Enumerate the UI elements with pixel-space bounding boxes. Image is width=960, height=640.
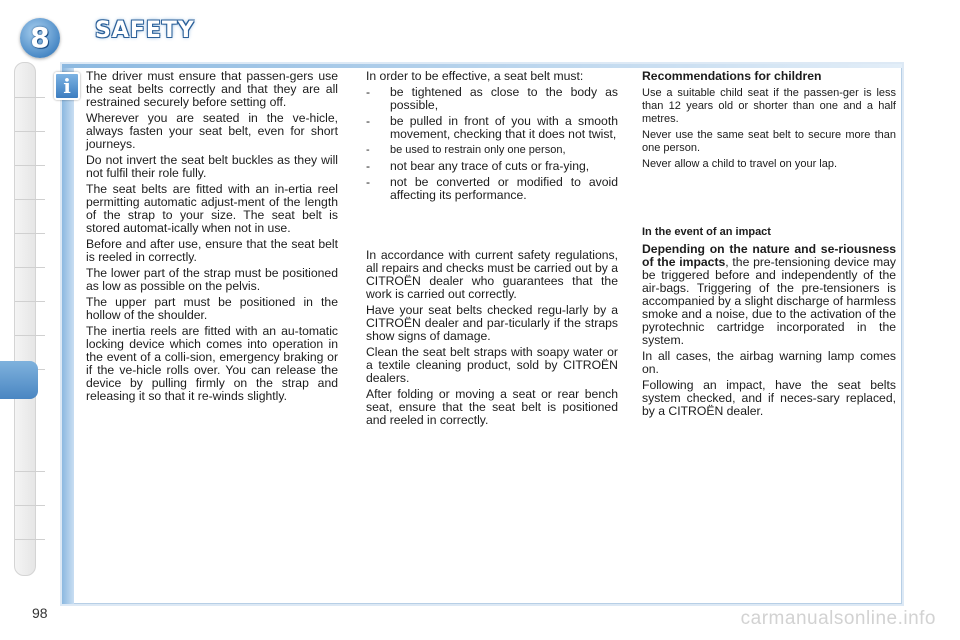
paragraph: Following an impact, have the seat belts system checked, and if neces-sary replaced, by a CITROËN dealer. bbox=[642, 378, 896, 418]
chapter-tab-strip bbox=[14, 62, 36, 576]
panel-left-bar bbox=[62, 64, 74, 604]
children-heading: Recommendations for children bbox=[642, 69, 822, 83]
list-item bbox=[366, 176, 618, 202]
tab-divider bbox=[15, 233, 45, 234]
tab-divider bbox=[15, 199, 45, 200]
paragraph: The inertia reels are fitted with an au-tomatic locking device which comes into operation in the event of a colli-sion, emergency braking or if the ve-hicle rolls over. You can release the device by pulling firmly on the strap and releasing it so that it re-winds slightly. bbox=[86, 324, 338, 403]
column-children-and-impact bbox=[642, 70, 896, 421]
column-seat-belt-usage bbox=[86, 70, 338, 406]
list-item-text: not be converted or modified to avoid affecting its performance. bbox=[390, 175, 618, 202]
paragraph: Clean the seat belt straps with soapy water or a textile cleaning product, sold by CITROËN dealers. bbox=[366, 345, 618, 385]
bullet-dash: - bbox=[366, 85, 371, 99]
impact-lead-rest: , the pre-tensioning device may be triggered before and independently of the air-bags. Triggering of the pre-tensioners is accompanied by a slight discharge of harmless smoke and a noise, due to the activation of the pyrotechnic cartridge incorporated in the system. bbox=[642, 255, 896, 347]
paragraph: The seat belts are fitted with an in-ertia reel permitting automatic adjust-ment of the length of the strap to your size. The seat belt is stored automat-ically when not in use. bbox=[86, 182, 338, 235]
paragraph: Never allow a child to travel on your lap. bbox=[642, 158, 838, 170]
impact-heading: In the event of an impact bbox=[642, 226, 771, 238]
watermark: carmanualsonline.info bbox=[740, 608, 936, 629]
paragraph: In accordance with current safety regulations, all repairs and checks must be carried out by a CITROËN dealer who guarantees that the work is carried out correctly. bbox=[366, 248, 618, 301]
paragraph: In all cases, the airbag warning lamp comes on. bbox=[642, 349, 896, 376]
list-item bbox=[366, 86, 618, 112]
tab-divider bbox=[15, 301, 45, 302]
list-item-text: not bear any trace of cuts or fra-ying, bbox=[390, 159, 590, 173]
tab-divider bbox=[15, 505, 45, 506]
info-icon: i bbox=[54, 72, 80, 100]
bullet-dash: - bbox=[366, 144, 370, 156]
panel-top-bar bbox=[62, 64, 902, 68]
paragraph: The lower part of the strap must be positioned as low as possible on the pelvis. bbox=[86, 266, 338, 293]
tab-divider bbox=[15, 165, 45, 166]
list-item-text: be used to restrain only one person, bbox=[390, 144, 566, 156]
bullet-dash: - bbox=[366, 159, 371, 173]
tab-divider bbox=[15, 131, 45, 132]
chapter-number-badge: 8 bbox=[20, 18, 60, 58]
list-item bbox=[366, 160, 618, 173]
section-title: SAFETY bbox=[95, 18, 195, 43]
tab-divider bbox=[15, 97, 45, 98]
bullet-dash: - bbox=[366, 114, 371, 128]
paragraph: Use a suitable child seat if the passen-ger is less than 12 years old or shorter than one and a half metres. bbox=[642, 87, 896, 125]
paragraph: The upper part must be positioned in the hollow of the shoulder. bbox=[86, 295, 338, 322]
tab-divider bbox=[15, 539, 45, 540]
list-item bbox=[366, 144, 618, 157]
tab-divider bbox=[15, 471, 45, 472]
paragraph: Before and after use, ensure that the seat belt is reeled in correctly. bbox=[86, 237, 338, 264]
intro-paragraph: In order to be effective, a seat belt must: bbox=[366, 69, 584, 83]
tab-divider bbox=[15, 335, 45, 336]
list-item-text: be tightened as close to the body as possible, bbox=[390, 85, 618, 112]
paragraph: Wherever you are seated in the ve-hicle, always fasten your seat belt, even for short journeys. bbox=[86, 111, 338, 151]
paragraph: Have your seat belts checked regu-larly by a CITROËN dealer and par-ticularly if the straps show signs of damage. bbox=[366, 303, 618, 343]
paragraph: Never use the same seat belt to secure more than one person. bbox=[642, 129, 896, 154]
column-seat-belt-requirements bbox=[366, 70, 618, 430]
impact-lead-bold: Depending on the nature and se-riousness of the impacts bbox=[642, 242, 896, 269]
impact-lead-paragraph bbox=[642, 243, 896, 347]
requirements-list bbox=[366, 86, 618, 202]
paragraph: After folding or moving a seat or rear bench seat, ensure that the seat belt is positioned and reeled in correctly. bbox=[366, 387, 618, 427]
paragraph: The driver must ensure that passen-gers use the seat belts correctly and that they are all restrained securely before setting off. bbox=[86, 69, 338, 109]
paragraph: Do not invert the seat belt buckles as they will not fulfil their role fully. bbox=[86, 153, 338, 180]
list-item bbox=[366, 115, 618, 141]
list-item-text: be pulled in front of you with a smooth movement, checking that it does not twist, bbox=[390, 114, 618, 141]
page-number: 98 bbox=[32, 605, 48, 621]
tab-divider bbox=[15, 267, 45, 268]
active-chapter-tab[interactable] bbox=[0, 361, 38, 399]
bullet-dash: - bbox=[366, 175, 371, 189]
